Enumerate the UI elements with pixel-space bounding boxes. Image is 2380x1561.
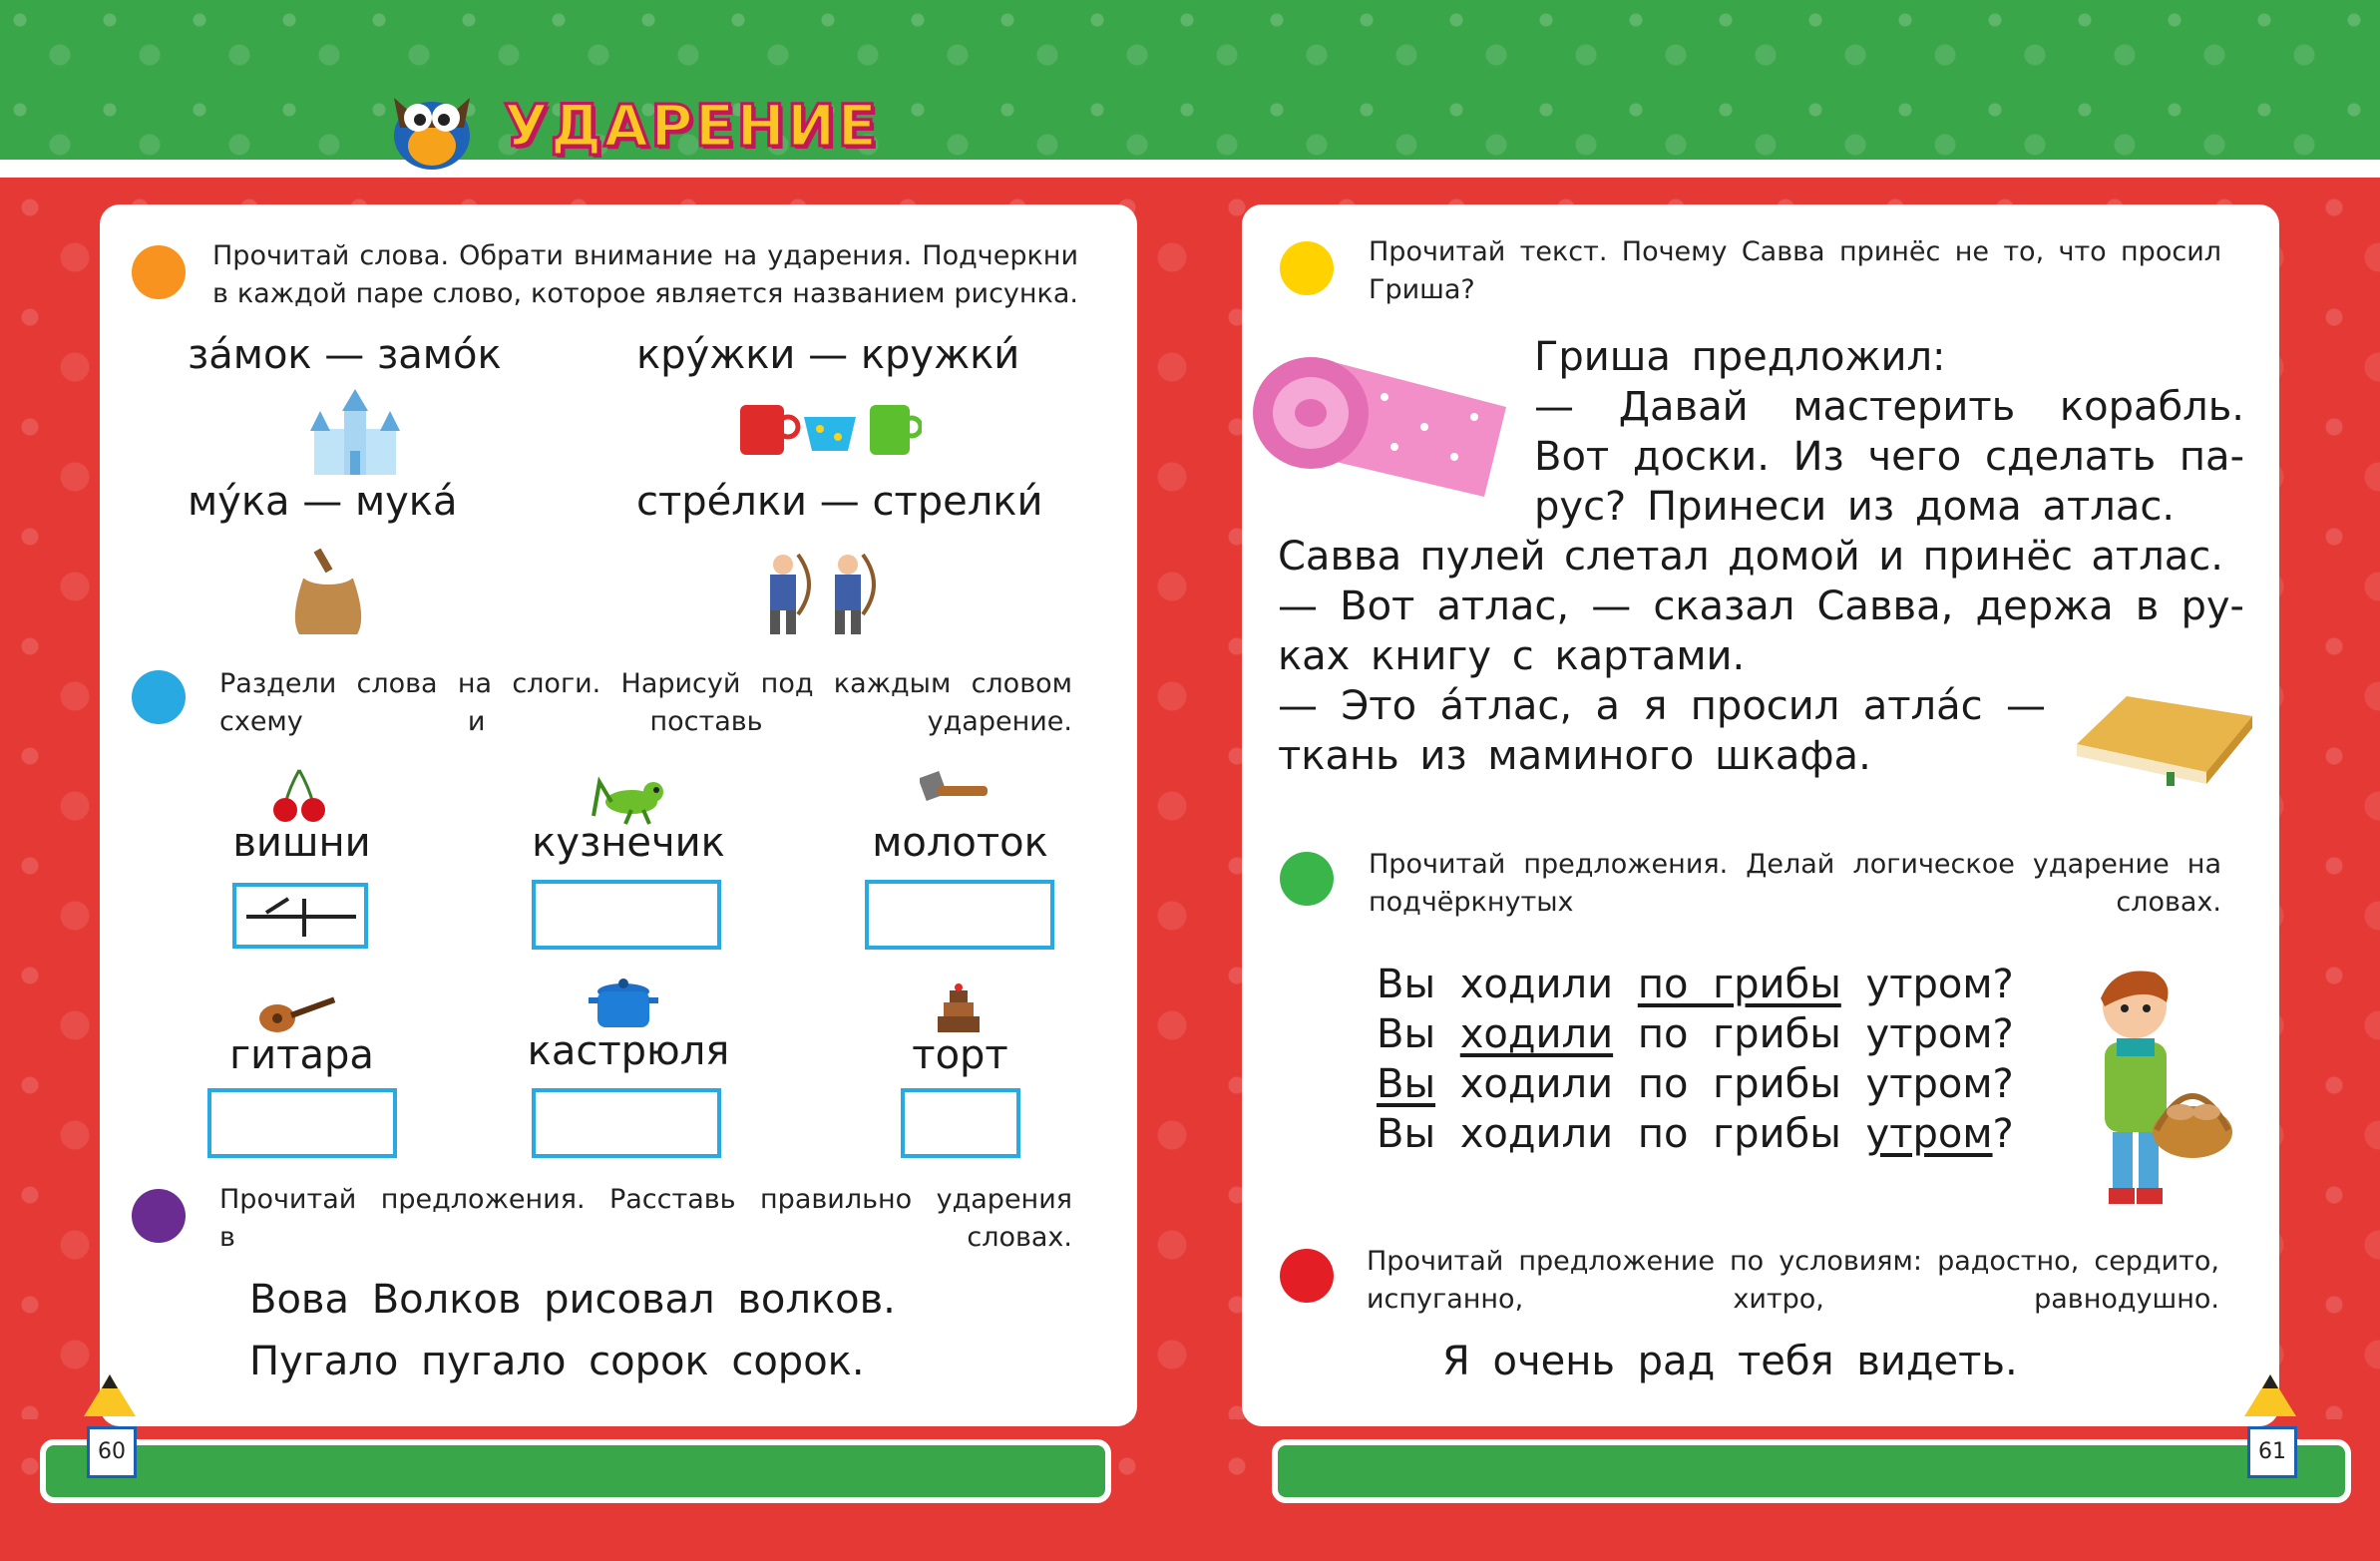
cake-icon — [936, 982, 982, 1034]
task-bullet-orange — [132, 245, 186, 299]
syllable-scheme-box[interactable] — [532, 1088, 721, 1158]
task3-instruction: Прочитай предложение по условиям: радостно, сердито, испуганно, хитро, равнодушно. — [1367, 1246, 2219, 1315]
sentence: Вова Волков рисовал волков. — [249, 1277, 896, 1323]
pencil-icon — [84, 1374, 136, 1416]
story-line: ткань из маминого шкафа. — [1278, 733, 1871, 779]
task-bullet-red — [1280, 1249, 1334, 1303]
story-line: — Это а́тлас, а я просил атла́с — — [1278, 683, 2046, 729]
word-label: молоток — [872, 820, 1048, 866]
stress-sentence: Вы ходили по грибы утром? — [1377, 1111, 2014, 1157]
story-line: ках книгу с картами. — [1278, 633, 1746, 679]
top-pattern-band — [0, 0, 2380, 168]
story-line: рус? Принеси из дома атлас. — [1534, 484, 2176, 530]
page-number: 60 — [87, 1426, 137, 1478]
mugs-icon — [736, 399, 922, 461]
task-bullet-blue — [132, 670, 186, 724]
sentence: Я очень рад тебя видеть. — [1442, 1339, 2018, 1384]
syllable-scheme-box[interactable] — [901, 1088, 1020, 1158]
boy-with-basket-icon — [2065, 963, 2234, 1220]
page-number: 61 — [2247, 1426, 2297, 1478]
word-label: торт — [912, 1032, 1008, 1078]
word-label: кастрюля — [527, 1028, 730, 1074]
owl-icon — [384, 78, 480, 174]
task-bullet-purple — [132, 1189, 186, 1243]
syllable-scheme-box[interactable] — [532, 880, 721, 950]
task3-instruction: Прочитай предложения. Расставь правильно ударения в словах. — [219, 1184, 1072, 1253]
syllable-scheme-box[interactable] — [232, 883, 368, 949]
story-line: — Давай мастерить корабль. — [1534, 384, 2244, 430]
pot-icon — [589, 977, 658, 1035]
castle-icon — [304, 389, 406, 477]
guitar-icon — [257, 982, 345, 1034]
fabric-roll-icon — [1245, 337, 1514, 507]
grasshopper-icon — [592, 766, 671, 826]
book-icon — [2067, 686, 2256, 786]
word-label: гитара — [229, 1032, 374, 1078]
task-bullet-green — [1280, 852, 1334, 906]
word-pair: стре́лки — стрелки́ — [636, 479, 1043, 525]
flour-sack-icon — [289, 549, 367, 636]
word-pair: кру́жки — кружки́ — [636, 332, 1020, 378]
story-line: Вот доски. Из чего сделать па- — [1534, 434, 2244, 480]
syllable-scheme-box[interactable] — [207, 1088, 397, 1158]
top-divider — [0, 160, 2380, 178]
sentence: Пугало пугало сорок сорок. — [249, 1339, 865, 1384]
task-bullet-yellow — [1280, 241, 1334, 295]
task1-instruction: Прочитай текст. Почему Савва принёс не то, что просил Гриша? — [1369, 236, 2221, 305]
archers-icon — [748, 549, 898, 636]
word-label: вишни — [232, 820, 371, 866]
word-pair: му́ка — мука́ — [188, 479, 458, 525]
syllable-scheme-example — [236, 887, 364, 945]
stress-sentence: Вы ходили по грибы утром? — [1377, 1061, 2014, 1107]
story-line: Гриша предложил: — [1534, 334, 1946, 380]
cherry-icon — [269, 768, 329, 824]
word-pair: за́мок — замо́к — [188, 332, 502, 378]
stress-sentence: Вы ходили по грибы утром? — [1377, 962, 2014, 1007]
story-line: — Вот атлас, — сказал Савва, держа в ру- — [1278, 584, 2244, 629]
pencil-icon — [2244, 1374, 2296, 1416]
left-bottom-bar — [40, 1439, 1111, 1503]
task1-instruction: Прочитай слова. Обрати внимание на ударения. Подчеркни в каждой паре слово, которое является названием рисунка. — [212, 240, 1078, 309]
task2-instruction: Прочитай предложения. Делай логическое ударение на подчёркнутых словах. — [1369, 849, 2221, 918]
page-title: УДАРЕНИЕ — [504, 92, 880, 160]
story-line: Савва пулей слетал домой и принёс атлас. — [1278, 534, 2223, 580]
word-label: кузнечик — [532, 820, 725, 866]
hammer-icon — [920, 766, 990, 824]
stress-sentence: Вы ходили по грибы утром? — [1377, 1011, 2014, 1057]
syllable-scheme-box[interactable] — [865, 880, 1054, 950]
task2-instruction: Раздели слова на слоги. Нарисуй под каждым словом схему и поставь ударение. — [219, 668, 1072, 737]
right-bottom-bar — [1272, 1439, 2351, 1503]
